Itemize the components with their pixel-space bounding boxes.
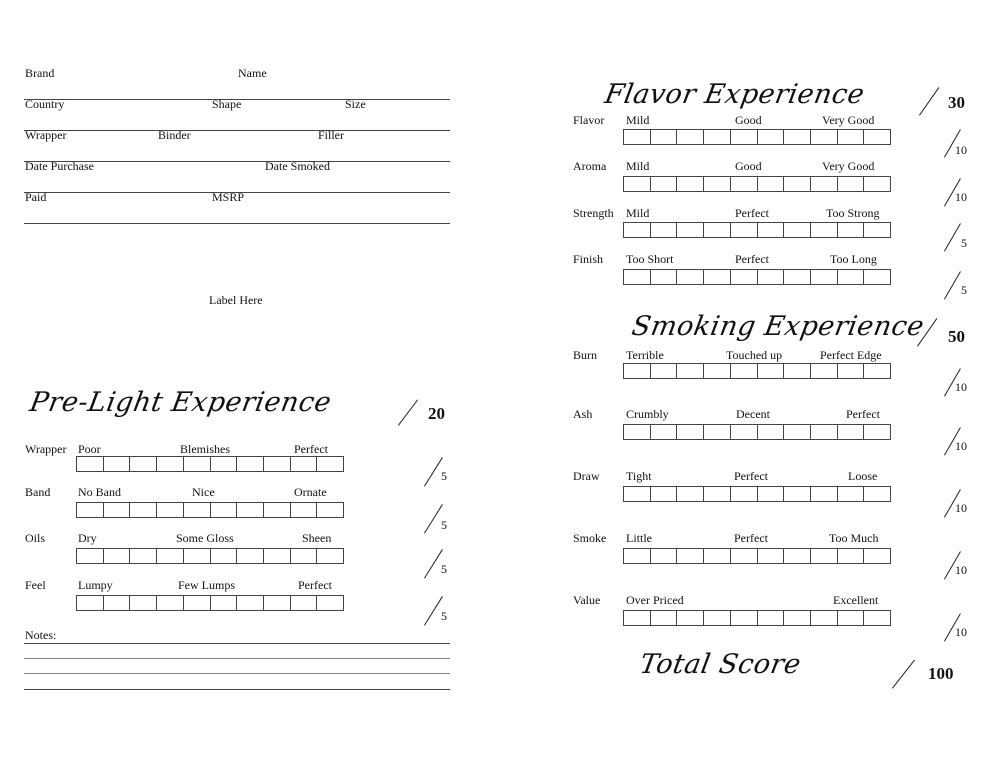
band-high: Ornate bbox=[294, 485, 327, 499]
notes-label: Notes: bbox=[25, 628, 57, 642]
paid-msrp-line[interactable] bbox=[24, 223, 450, 224]
wrapper-rating-grid[interactable] bbox=[76, 456, 344, 472]
value-rating-grid[interactable] bbox=[623, 610, 891, 626]
prelight-slash bbox=[398, 399, 418, 425]
ash-rating-grid[interactable] bbox=[623, 424, 891, 440]
flavor-total: 30 bbox=[948, 93, 965, 112]
prelight-total: 20 bbox=[428, 404, 445, 423]
row-label-band: Band bbox=[25, 485, 51, 499]
oils-low: Dry bbox=[78, 531, 97, 545]
flavor-mid: Good bbox=[735, 113, 762, 127]
notes-line-4[interactable] bbox=[24, 689, 450, 690]
brand-label: Brand bbox=[25, 66, 55, 80]
finish-max: 5 bbox=[961, 283, 967, 297]
band-mid: Nice bbox=[192, 485, 215, 499]
aroma-max: 10 bbox=[955, 190, 967, 204]
finish-low: Too Short bbox=[626, 252, 674, 266]
wrapper-low: Poor bbox=[78, 442, 101, 456]
binder-label: Binder bbox=[158, 128, 191, 142]
oils-rating-grid[interactable] bbox=[76, 548, 344, 564]
date-purchase-label: Date Purchase bbox=[25, 159, 94, 173]
ash-low: Crumbly bbox=[626, 407, 669, 421]
total-score-title: Total Score bbox=[637, 649, 804, 680]
burn-mid: Touched up bbox=[726, 348, 783, 362]
wrapper-info-label: Wrapper bbox=[25, 128, 67, 142]
aroma-high: Very Good bbox=[822, 159, 875, 173]
draw-max: 10 bbox=[955, 501, 967, 515]
size-label: Size bbox=[345, 97, 366, 111]
oils-mid: Some Gloss bbox=[176, 531, 234, 545]
strength-score-slash bbox=[944, 223, 961, 251]
wrapper-high: Perfect bbox=[294, 442, 328, 456]
draw-rating-grid[interactable] bbox=[623, 486, 891, 502]
row-label-strength: Strength bbox=[573, 206, 614, 220]
country-label: Country bbox=[25, 97, 65, 111]
draw-mid: Perfect bbox=[734, 469, 768, 483]
shape-label: Shape bbox=[212, 97, 242, 111]
band-rating-grid[interactable] bbox=[76, 502, 344, 518]
strength-mid: Perfect bbox=[735, 206, 769, 220]
finish-high: Too Long bbox=[830, 252, 877, 266]
strength-rating-grid[interactable] bbox=[623, 222, 891, 238]
flavor-max: 10 bbox=[955, 143, 967, 157]
country-shape-size-line[interactable] bbox=[24, 130, 450, 131]
total-score-value: 100 bbox=[928, 664, 954, 683]
band-max: 5 bbox=[441, 518, 447, 532]
ash-max: 10 bbox=[955, 439, 967, 453]
feel-max: 5 bbox=[441, 609, 447, 623]
smoke-low: Little bbox=[626, 531, 652, 545]
notes-line-3[interactable] bbox=[24, 673, 450, 674]
date-smoked-label: Date Smoked bbox=[265, 159, 330, 173]
strength-max: 5 bbox=[961, 236, 967, 250]
finish-score-slash bbox=[944, 271, 961, 299]
strength-low: Mild bbox=[626, 206, 650, 220]
ash-high: Perfect bbox=[846, 407, 880, 421]
row-label-oils: Oils bbox=[25, 531, 46, 545]
aroma-rating-grid[interactable] bbox=[623, 176, 891, 192]
notes-line-2[interactable] bbox=[24, 658, 450, 659]
smoking-title: Smoking Experience bbox=[629, 311, 927, 342]
flavor-high: Very Good bbox=[822, 113, 875, 127]
burn-rating-grid[interactable] bbox=[623, 363, 891, 379]
burn-low: Terrible bbox=[626, 348, 664, 362]
flavor-low: Mild bbox=[626, 113, 650, 127]
smoking-total: 50 bbox=[948, 327, 965, 346]
aroma-mid: Good bbox=[735, 159, 762, 173]
finish-rating-grid[interactable] bbox=[623, 269, 891, 285]
value-high: Excellent bbox=[833, 593, 879, 607]
smoke-mid: Perfect bbox=[734, 531, 768, 545]
row-label-ash: Ash bbox=[573, 407, 593, 421]
label-here-text: Label Here bbox=[209, 293, 263, 307]
prelight-title: Pre-Light Experience bbox=[27, 387, 334, 418]
notes-line-1[interactable] bbox=[24, 643, 450, 644]
row-label-feel: Feel bbox=[25, 578, 46, 592]
burn-high: Perfect Edge bbox=[820, 348, 882, 362]
total-slash bbox=[892, 660, 915, 689]
oils-max: 5 bbox=[441, 562, 447, 576]
ash-mid: Decent bbox=[736, 407, 770, 421]
row-label-value: Value bbox=[573, 593, 601, 607]
name-label: Name bbox=[238, 66, 267, 80]
flavor-slash bbox=[919, 87, 939, 115]
flavor-title: Flavor Experience bbox=[602, 79, 868, 110]
value-low: Over Priced bbox=[626, 593, 684, 607]
wrapper-mid: Blemishes bbox=[180, 442, 230, 456]
msrp-label: MSRP bbox=[212, 190, 245, 204]
paid-label: Paid bbox=[25, 190, 47, 204]
strength-high: Too Strong bbox=[826, 206, 880, 220]
feel-high: Perfect bbox=[298, 578, 332, 592]
feel-mid: Few Lumps bbox=[178, 578, 235, 592]
finish-mid: Perfect bbox=[735, 252, 769, 266]
draw-high: Loose bbox=[848, 469, 878, 483]
oils-high: Sheen bbox=[302, 531, 332, 545]
draw-low: Tight bbox=[626, 469, 652, 483]
burn-max: 10 bbox=[955, 380, 967, 394]
smoke-high: Too Much bbox=[829, 531, 879, 545]
wrapper-max: 5 bbox=[441, 469, 447, 483]
row-label-smoke: Smoke bbox=[573, 531, 607, 545]
row-label-draw: Draw bbox=[573, 469, 600, 483]
smoke-max: 10 bbox=[955, 563, 967, 577]
row-label-finish: Finish bbox=[573, 252, 604, 266]
feel-low: Lumpy bbox=[78, 578, 113, 592]
row-label-aroma: Aroma bbox=[573, 159, 607, 173]
feel-rating-grid[interactable] bbox=[76, 595, 344, 611]
filler-label: Filler bbox=[318, 128, 344, 142]
row-label-wrapper: Wrapper bbox=[25, 442, 67, 456]
aroma-low: Mild bbox=[626, 159, 650, 173]
row-label-burn: Burn bbox=[573, 348, 597, 362]
smoke-rating-grid[interactable] bbox=[623, 548, 891, 564]
value-max: 10 bbox=[955, 625, 967, 639]
row-label-flavor: Flavor bbox=[573, 113, 605, 127]
flavor-rating-grid[interactable] bbox=[623, 129, 891, 145]
band-low: No Band bbox=[78, 485, 121, 499]
